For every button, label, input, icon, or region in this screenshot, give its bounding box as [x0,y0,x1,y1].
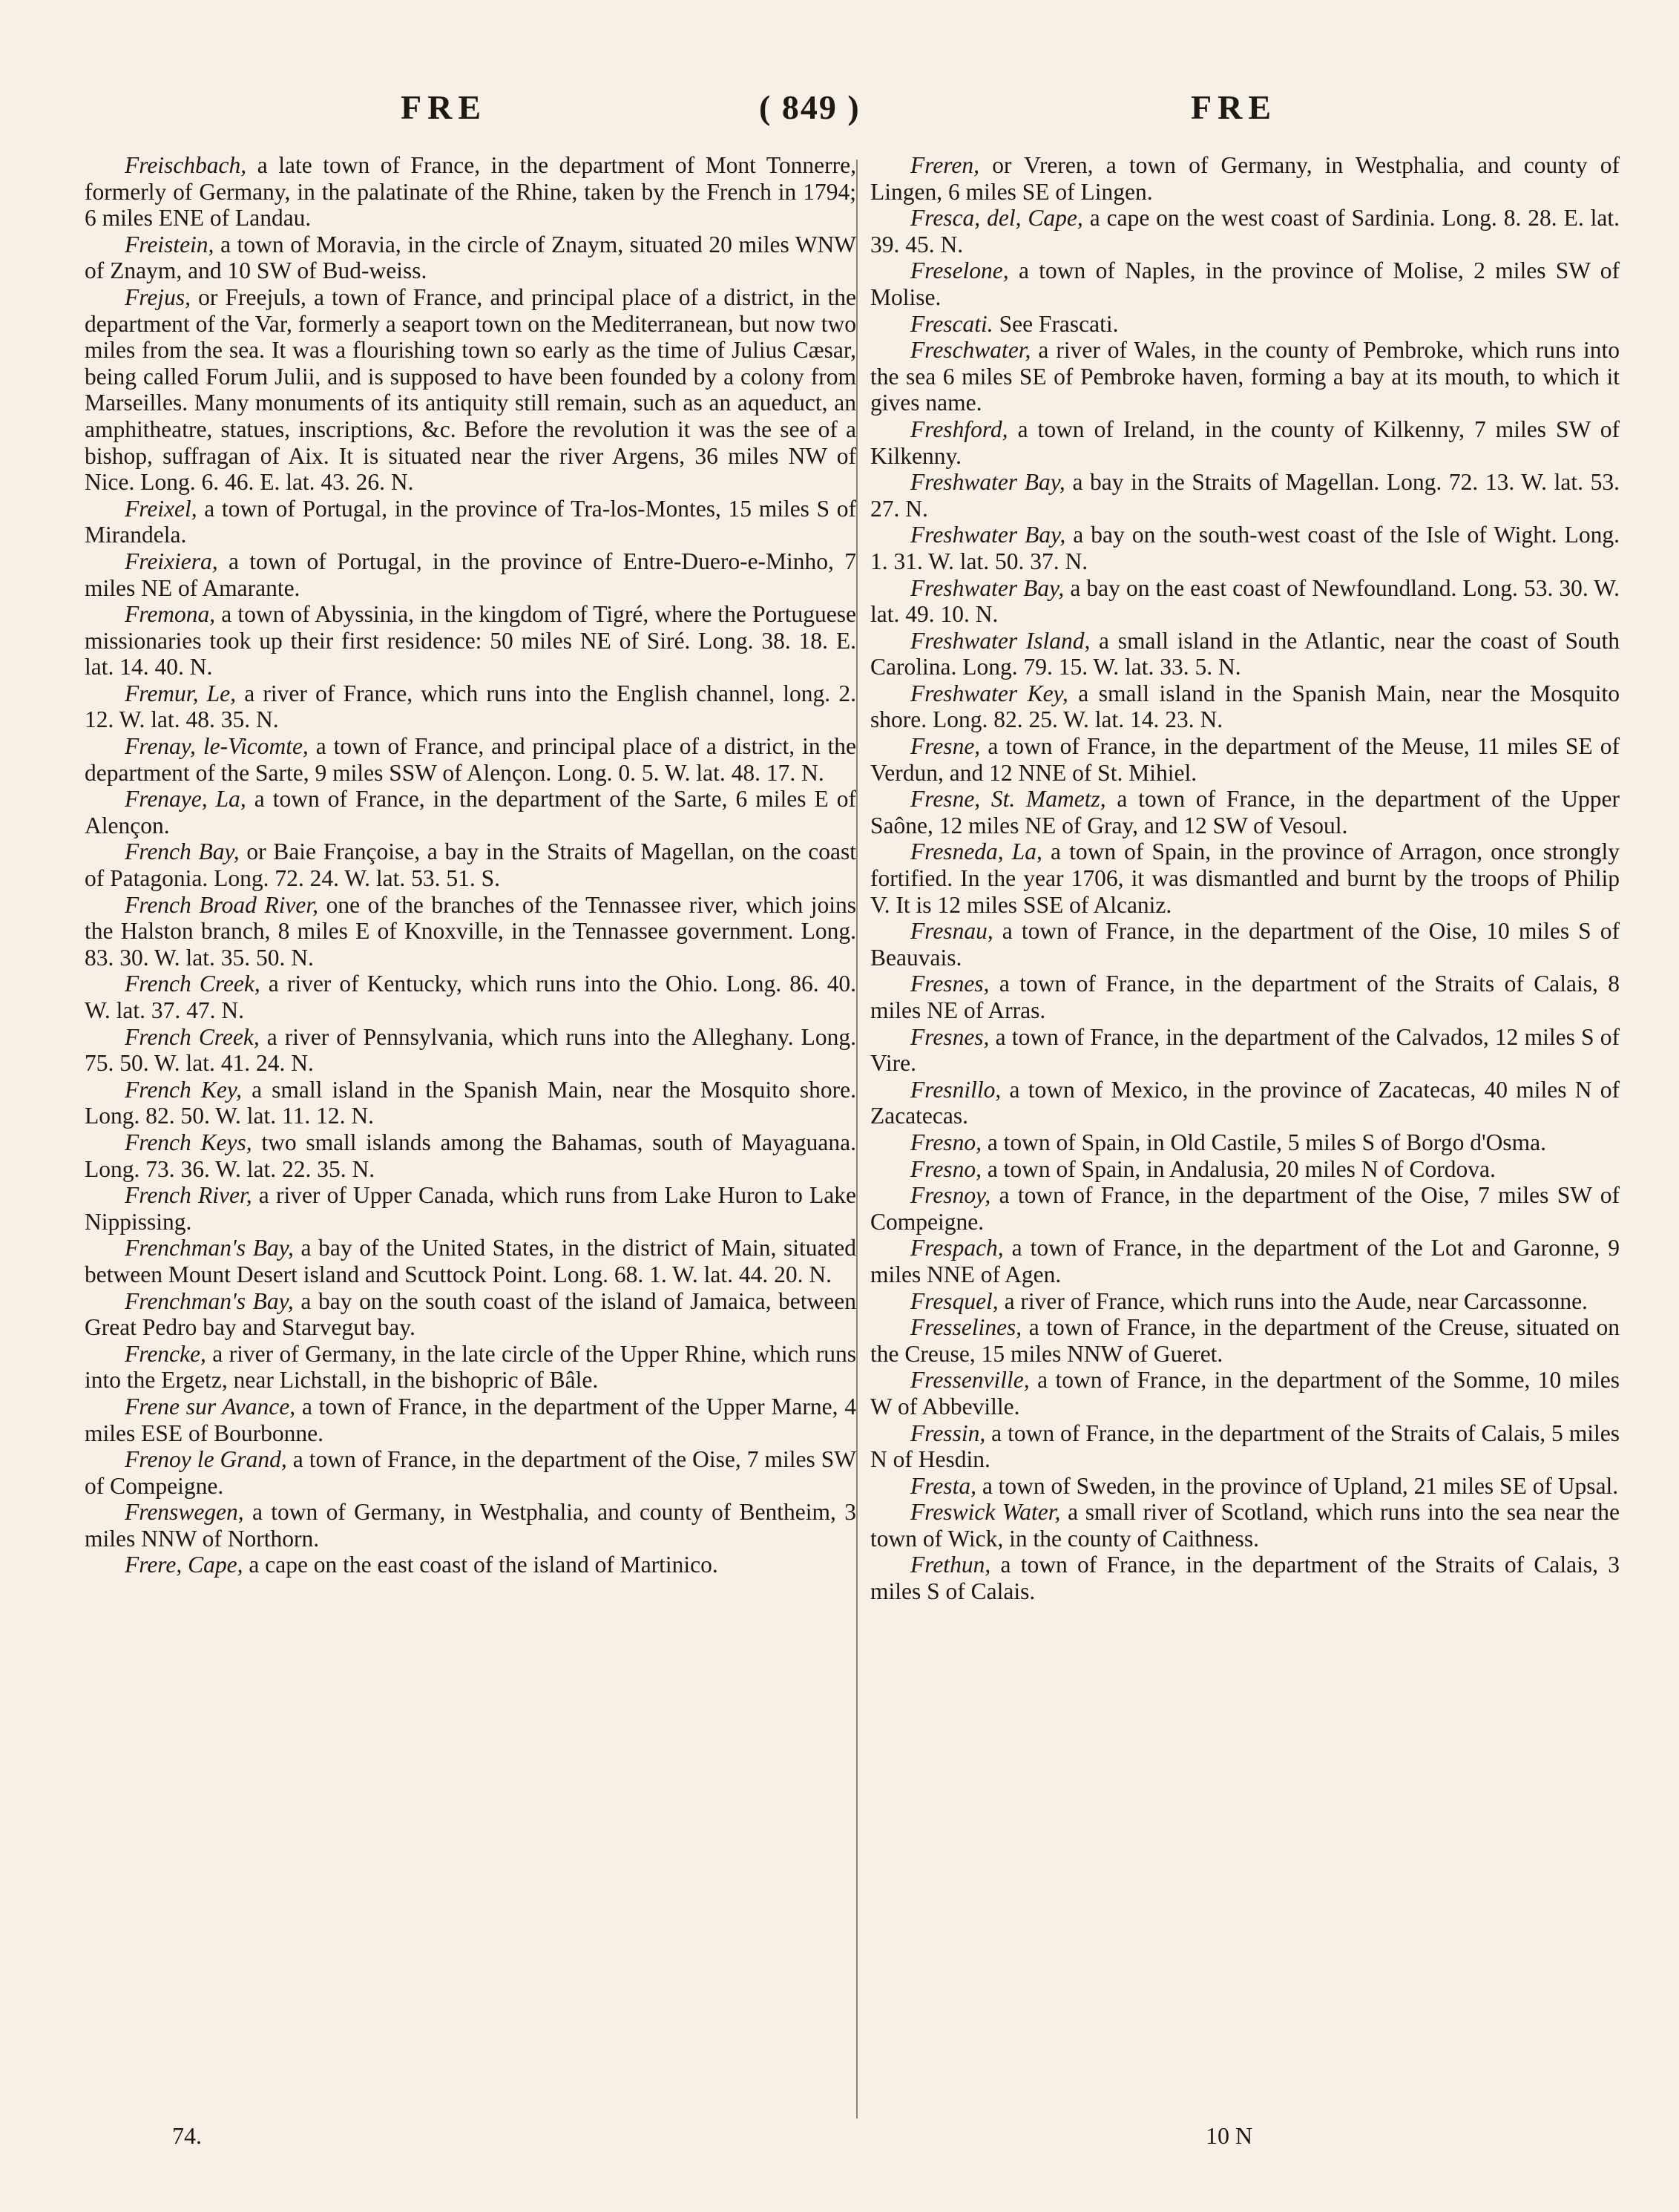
gazetteer-entry [85,1394,856,1446]
gazetteer-entry [870,786,1620,838]
entry-description: a town of Spain, in Andalusia, 20 miles N of Cordova. [981,1155,1496,1182]
entry-description: a town of France, in the department of the Oise, 7 miles SW of Compeigne. [870,1182,1620,1235]
entry-description: a small island in the Spanish Main, near the Mosquito shore. Long. 82. 50. W. lat. 11. 12. N. [85,1076,856,1129]
gazetteer-entry [870,311,1620,338]
entry-description: a town of Mexico, in the province of Zacatecas, 40 miles N of Zacatecas. [870,1076,1620,1129]
entry-description: a river of Pennsylvania, which runs into the Alleghany. Long. 75. 50. W. lat. 41. 24. N. [85,1023,856,1077]
entry-description: a town of France, in the department of the Straits of Calais, 8 miles NE of Arras. [870,971,1620,1023]
signature-mark-left: 74. [172,2122,202,2149]
entry-headword: Freselone, [910,257,1009,284]
entry-headword: Freshford, [910,416,1008,442]
gazetteer-entry [870,337,1620,416]
gazetteer-entry [85,971,856,1023]
entry-description: a river of Germany, in the late circle of the Upper Rhine, which runs into the Ergetz, near Lichstall, in the bishopric of Bâle. [85,1340,856,1394]
entry-description: a town of Sweden, in the province of Upland, 21 miles SE of Upsal. [976,1472,1619,1499]
gazetteer-entry [870,628,1620,680]
entry-headword: French Keys, [125,1129,252,1155]
gazetteer-entry [85,838,856,891]
entry-description: a town of France, in the department of the Sarte, 6 miles E of Alençon. [85,786,856,838]
entry-description: or Freejuls, a town of France, and principal place of a district, in the department of the Var, formerly a seaport town on the Mediterranean, but now two miles from the sea. It was a flourishing town so early as the time of Julius Cæsar, being called Forum Julii, and is supposed to have been founded by a colony from Marseilles. Many monuments of its antiquity still remain, such as an aqueduct, an amphitheatre, statues, inscriptions, &c. Before the revolution it was the see of a bishop, suffragan of Aix. It is situated near the river Argens, 36 miles NW of Nice. Long. 6. 46. E. lat. 43. 26. N. [85,283,856,496]
entry-headword: Fremur, Le, [125,680,237,706]
entry-headword: Fressenville, [910,1367,1030,1394]
column-divider [856,160,858,2119]
page-number: ( 849 ) [759,88,861,126]
gazetteer-entry [870,1473,1620,1500]
entry-headword: Fresne, [910,733,981,760]
gazetteer-entry [870,1288,1620,1315]
entry-description: a bay of the United States, in the district of Main, situated between Mount Desert island and Scuttock Point. Long. 68. 1. W. lat. 44. 20. N. [85,1235,856,1287]
entry-description: a town of France, in the department of the Upper Marne, 4 miles ESE of Bourbonne. [85,1393,856,1446]
gazetteer-entry [870,1077,1620,1129]
entry-headword: French River, [125,1182,252,1209]
entry-description: a small river of Scotland, which runs into the sea near the town of Wick, in the county of Caithness. [870,1499,1620,1552]
entry-description: a town of France, in the department of the Meuse, 11 miles SE of Verdun, and 12 NNE of St. Mihiel. [870,733,1620,786]
entry-headword: Frencke, [125,1340,206,1367]
gazetteer-entry [870,733,1620,786]
entry-headword: French Key, [125,1076,242,1103]
entry-headword: Frejus, [125,283,191,310]
entry-description: a town of Germany, in Westphalia, and county of Bentheim, 3 miles NNW of Northorn. [85,1499,856,1552]
gazetteer-entry [85,1182,856,1235]
entry-headword: Fremona, [125,601,216,628]
gazetteer-entry [870,1235,1620,1287]
entry-description: or Baie Françoise, a bay in the Straits of Magellan, on the coast of Patagonia. Long. 72. 24. W. lat. 53. 51. S. [85,838,856,892]
entry-description: a town of France, in the department of the Oise, 7 miles SW of Compeigne. [85,1446,856,1499]
entry-description: a small island in the Atlantic, near the coast of South Carolina. Long. 79. 15. W. lat. 33. 5. N. [870,627,1620,680]
entry-headword: Frere, Cape, [125,1552,243,1578]
entry-description: See Frascati. [993,310,1119,337]
gazetteer-entry [870,469,1620,522]
entry-headword: Fresca, del, Cape, [910,205,1083,232]
gazetteer-entry [85,1552,856,1578]
gazetteer-entry [870,1129,1620,1156]
gazetteer-entry [85,1077,856,1129]
gazetteer-entry [870,575,1620,628]
entry-description: a river of France, which runs into the Aude, near Carcassonne. [998,1287,1588,1314]
entry-headword: Fresquel, [910,1287,999,1314]
entry-description: a town of Portugal, in the province of Entre-Duero-e-Minho, 7 miles NE of Amarante. [85,548,856,601]
entry-description: a town of France, in the department of the Oise, 10 miles S of Beauvais. [870,918,1620,971]
entry-headword: Fresneda, La, [910,838,1042,865]
entry-description: a town of Ireland, in the county of Kilkenny, 7 miles SW of Kilkenny. [870,416,1620,469]
entry-headword: French Bay, [125,838,240,865]
gazetteer-entry [870,971,1620,1023]
entry-headword: Frenchman's Bay, [125,1235,294,1261]
entry-description: a town of France, in the department of the Calvados, 12 miles S of Vire. [870,1023,1620,1077]
entry-headword: Fresne, St. Mametz, [910,786,1106,813]
gazetteer-entry [870,1499,1620,1552]
entry-headword: Fresta, [910,1472,976,1499]
entry-description: or Vreren, a town of Germany, in Westphalia, and county of Lingen, 6 miles SE of Lingen. [870,152,1620,205]
header-left-word: FRE [401,88,487,126]
gazetteer-entry [85,680,856,733]
entry-description: a town of Spain, in the province of Arragon, once strongly fortified. In the year 1706, it was dismantled and burnt by the troops of Philip V. It is 12 miles SSE of Alcaniz. [870,838,1620,918]
gazetteer-entry [870,1552,1620,1604]
entry-headword: Frenaye, La, [125,786,246,813]
entry-description: a cape on the west coast of Sardinia. Long. 8. 28. E. lat. 39. 45. N. [870,205,1620,257]
gazetteer-entry [85,232,856,284]
entry-description: a town of Naples, in the province of Molise, 2 miles SW of Molise. [870,257,1620,310]
entry-headword: Fressin, [910,1420,986,1446]
gazetteer-entry [870,1024,1620,1077]
entry-description: a town of France, in the department of the Creuse, situated on the Creuse, 15 miles NNW of Gueret. [870,1314,1620,1367]
gazetteer-entry [85,1235,856,1287]
entry-headword: Frethun, [910,1552,991,1578]
entry-description: one of the branches of the Tennassee river, which joins the Halston branch, 8 miles E of Knoxville, in the Tennassee government. Long. 83. 30. W. lat. 35. 50. N. [85,891,856,971]
entry-headword: French Creek, [125,1023,260,1050]
gazetteer-entry [870,416,1620,469]
entry-description: a river of Upper Canada, which runs from Lake Huron to Lake Nippissing. [85,1182,856,1235]
entry-headword: Freswick Water, [910,1499,1061,1526]
entry-description: a town of Spain, in Old Castile, 5 miles S of Borgo d'Osma. [981,1129,1547,1155]
right-column [870,152,1620,1605]
entry-description: a small island in the Spanish Main, near the Mosquito shore. Long. 82. 25. W. lat. 14. 23. N. [870,680,1620,733]
entry-headword: Frespach, [910,1235,1004,1261]
entry-headword: French Creek, [125,971,260,997]
entry-headword: Fresno, [910,1129,982,1155]
entry-description: two small islands among the Bahamas, south of Mayaguana. Long. 73. 36. W. lat. 22. 35. N. [85,1129,856,1182]
entry-description: a town of France, in the department of the Somme, 10 miles W of Abbeville. [870,1367,1620,1420]
gazetteer-entry [870,838,1620,918]
gazetteer-entry [870,1156,1620,1183]
gazetteer-entry [870,1182,1620,1235]
entry-headword: Frescati. [910,310,993,337]
entry-description: a town of France, in the department of the Lot and Garonne, 9 miles NNE of Agen. [870,1235,1620,1287]
gazetteer-entry [85,892,856,971]
gazetteer-entry [85,1341,856,1394]
gazetteer-entry [870,1367,1620,1420]
entry-headword: Fresnes, [910,971,990,997]
gazetteer-entry [85,1499,856,1552]
gazetteer-entry [85,152,856,232]
header-right-word: FRE [1191,88,1277,126]
gazetteer-entry [870,918,1620,971]
entry-description: a bay on the south-west coast of the Isle of Wight. Long. 1. 31. W. lat. 50. 37. N. [870,522,1620,574]
gazetteer-entry [870,257,1620,310]
gazetteer-entry [870,152,1620,205]
entry-headword: Freixiera, [125,548,218,574]
gazetteer-entry [870,1420,1620,1473]
entry-headword: Fresnau, [910,918,993,945]
entry-description: a town of Abyssinia, in the kingdom of Tigré, where the Portuguese missionaries took up their first residence: 50 miles NE of Siré. Long. 38. 18. E. lat. 14. 40. N. [85,601,856,680]
gazetteer-entry [85,786,856,838]
gazetteer-entry [85,1288,856,1341]
gazetteer-entry [85,733,856,786]
entry-description: a river of France, which runs into the English channel, long. 2. 12. W. lat. 48. 35. N. [85,680,856,733]
gazetteer-entry [85,1129,856,1182]
gazetteer-entry [870,680,1620,733]
entry-headword: Fresnillo, [910,1076,1002,1103]
entry-description: a river of Kentucky, which runs into the Ohio. Long. 86. 40. W. lat. 37. 47. N. [85,971,856,1023]
entry-headword: Freischbach, [125,152,247,178]
entry-headword: Freshwater Bay, [910,469,1065,496]
gazetteer-entry [870,522,1620,574]
entry-headword: Freistein, [125,231,214,257]
gazetteer-entry [85,496,856,548]
entry-headword: Fresnoy, [910,1182,991,1209]
entry-description: a town of France, in the department of the Straits of Calais, 3 miles S of Calais. [870,1552,1620,1605]
entry-description: a bay on the south coast of the island of Jamaica, between Great Pedro bay and Starvegut bay. [85,1287,856,1341]
entry-description: a town of France, in the department of the Upper Saône, 12 miles NE of Gray, and 12 SW of Vesoul. [870,786,1620,838]
gazetteer-entry [85,548,856,601]
entry-description: a bay on the east coast of Newfoundland. Long. 53. 30. W. lat. 49. 10. N. [870,574,1620,628]
entry-headword: Fresno, [910,1155,982,1182]
entry-headword: Frenchman's Bay, [125,1287,294,1314]
entry-headword: Freren, [910,152,980,178]
entry-headword: Fresselines, [910,1314,1022,1341]
entry-headword: Frene sur Avance, [125,1393,296,1420]
entry-description: a town of Portugal, in the province of Tra-los-Montes, 15 miles S of Mirandela. [85,495,856,548]
entry-headword: Freshwater Island, [910,627,1091,654]
gazetteer-entry [85,601,856,680]
left-column [85,152,856,1578]
entry-headword: Frenoy le Grand, [125,1446,287,1473]
entry-headword: Freshwater Key, [910,680,1068,706]
entry-description: a cape on the east coast of the island of Martinico. [243,1552,718,1578]
gazetteer-entry [870,1314,1620,1367]
entry-headword: Frenswegen, [125,1499,244,1526]
running-header [0,88,1679,140]
entry-headword: Freshwater Bay, [910,522,1066,548]
entry-description: a town of France, and principal place of a district, in the department of the Sarte, 9 miles SSW of Alençon. Long. 0. 5. W. lat. 48. 17. N. [85,733,856,786]
entry-headword: French Broad River, [125,891,319,918]
entry-description: a late town of France, in the department of Mont Tonnerre, formerly of Germany, in the palatinate of the Rhine, taken by the French in 1794; 6 miles ENE of Landau. [85,152,856,232]
entry-headword: Freixel, [125,495,197,522]
entry-description: a town of France, in the department of the Straits of Calais, 5 miles N of Hesdin. [870,1420,1620,1473]
signature-mark-right: 10 N [1206,2122,1253,2149]
entry-description: a river of Wales, in the county of Pembroke, which runs into the sea 6 miles SE of Pembroke haven, forming a bay at its mouth, to which it gives name. [870,337,1620,416]
entry-headword: Fresnes, [910,1023,990,1050]
entry-headword: Freshwater Bay, [910,574,1065,601]
entry-headword: Frenay, le-Vicomte, [125,733,309,760]
entry-description: a town of Moravia, in the circle of Znaym, situated 20 miles WNW of Znaym, and 10 SW of Bud-weiss. [85,231,856,284]
gazetteer-entry [85,1446,856,1499]
gazetteer-entry [85,284,856,496]
gazetteer-entry [870,205,1620,257]
entry-headword: Freschwater, [910,337,1031,364]
entry-description: a bay in the Straits of Magellan. Long. 72. 13. W. lat. 53. 27. N. [870,469,1620,522]
gazetteer-entry [85,1024,856,1077]
